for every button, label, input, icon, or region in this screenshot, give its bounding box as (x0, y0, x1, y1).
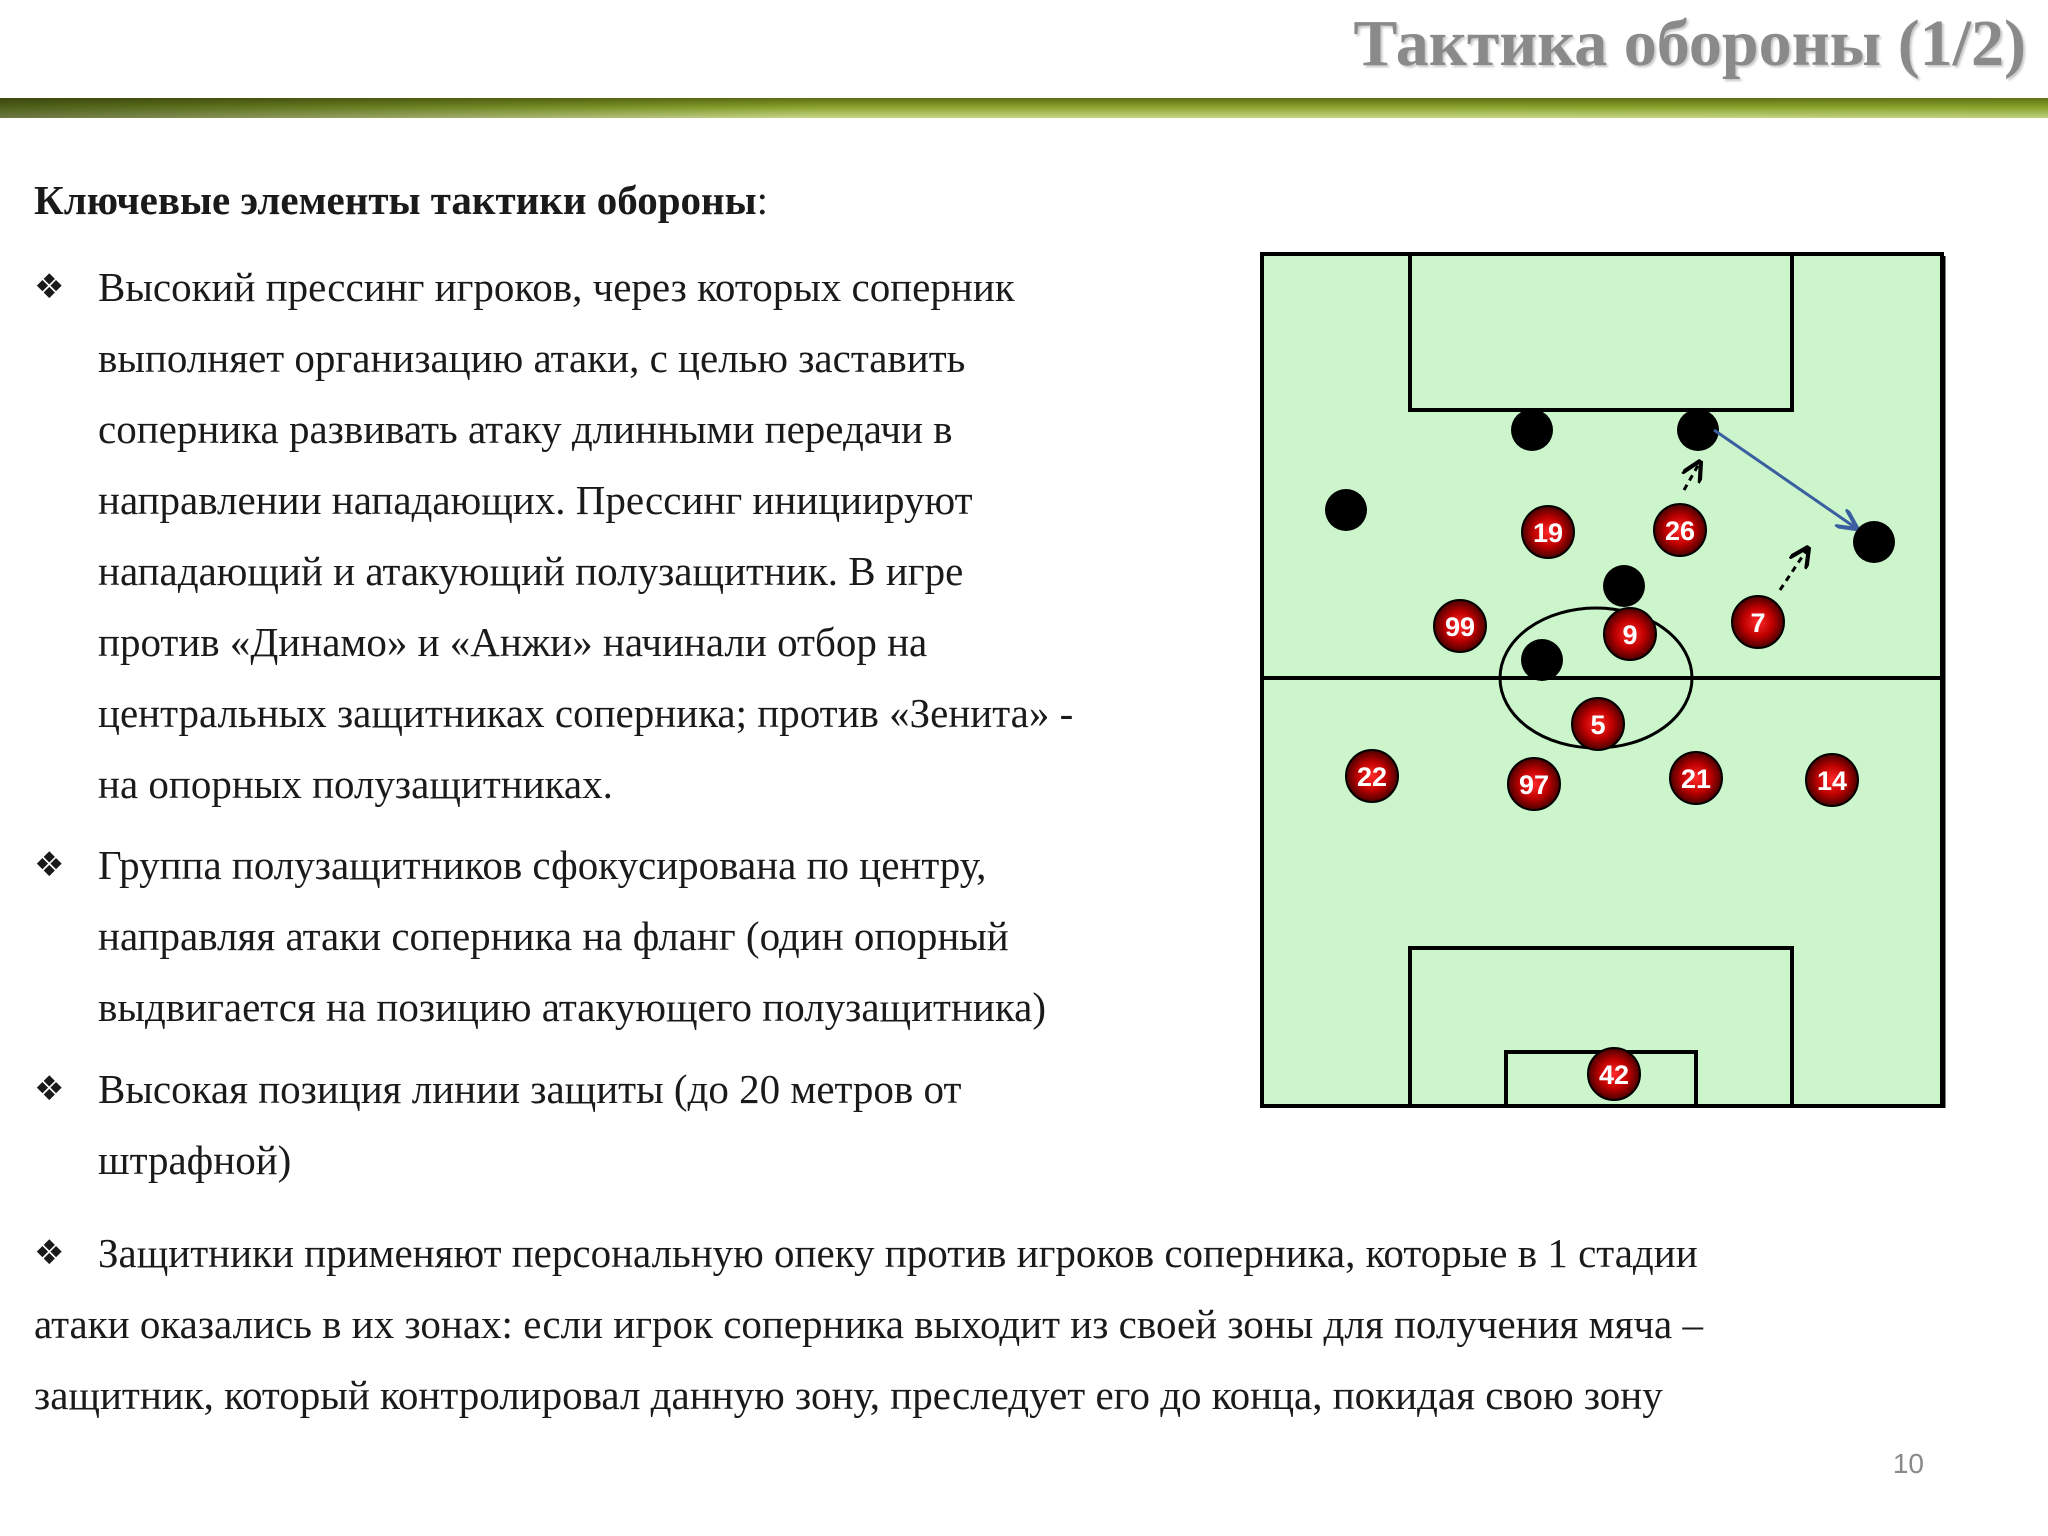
section-heading-bold: Ключевые элементы тактики обороны (34, 177, 757, 223)
bullet-line: атаки оказались в их зонах: если игрок соперника выходит из своей зоны для получения мяча – (34, 1301, 1704, 1347)
player-number: 26 (1664, 516, 1696, 546)
bullet-text (34, 1054, 1204, 1196)
bullet-line: защитник, который контролировал данную зону, преследует его до конца, покидая свою зону (34, 1372, 1663, 1418)
player-number: 5 (1590, 710, 1606, 740)
diamond-bullet-icon: ❖ (34, 267, 65, 307)
bullet-line: Высокий прессинг игроков, через которых соперник (98, 264, 1015, 310)
diamond-bullet-icon: ❖ (34, 1069, 65, 1109)
player-marker (1732, 596, 1784, 648)
player-marker (1434, 600, 1486, 652)
bullet-line: на опорных полузащитниках. (98, 761, 613, 807)
bullet-line: Защитники применяют персональную опеку против игроков соперника, которые в 1 стадии (98, 1230, 1698, 1276)
bullet-man-marking (34, 1218, 1994, 1431)
player-number: 7 (1750, 608, 1766, 638)
player-number: 97 (1518, 770, 1550, 800)
player-number: 14 (1816, 766, 1848, 796)
slide-title: Тактика обороны (1/2) (1353, 7, 2026, 80)
bullet-text (34, 830, 1204, 1043)
diamond-bullet-icon: ❖ (34, 1233, 65, 1273)
bullet-line: против «Динамо» и «Анжи» начинали отбор на (98, 619, 928, 665)
bullet-line: направлении нападающих. Прессинг инициируют (98, 477, 973, 523)
bullet-line: соперника развивать атаку длинными передачи в (98, 406, 953, 452)
bullet-midfield-focus (34, 830, 1204, 1043)
player-marker (1572, 698, 1624, 750)
diamond-bullet-icon: ❖ (34, 845, 65, 885)
section-heading-colon: : (756, 177, 769, 223)
page-number: 10 (1892, 1448, 1924, 1479)
player-number: 22 (1356, 762, 1388, 792)
player-marker (1522, 506, 1574, 558)
player-marker (1588, 1048, 1640, 1100)
bullet-line: Группа полузащитников сфокусирована по центру, (98, 842, 987, 888)
bullet-text (34, 1218, 1994, 1431)
player-marker (1346, 750, 1398, 802)
opponent-marker (1603, 565, 1645, 607)
player-number: 21 (1680, 764, 1712, 794)
player-marker (1604, 608, 1656, 660)
opponent-marker (1325, 489, 1367, 531)
pitch-svg (1258, 250, 1948, 1110)
bullet-line: штрафной) (98, 1137, 292, 1183)
opponent-marker (1521, 639, 1563, 681)
bullet-high-pressing (34, 252, 1204, 820)
bullet-high-defensive-line (34, 1054, 1204, 1196)
player-marker (1654, 504, 1706, 556)
player-marker (1806, 754, 1858, 806)
player-marker (1508, 758, 1560, 810)
title-underline-shade (0, 98, 2048, 118)
opponent-marker (1853, 521, 1895, 563)
bullet-line: направляя атаки соперника на фланг (один опорный (98, 913, 1009, 959)
bullet-line: Высокая позиция линии защиты (до 20 метров от (98, 1066, 962, 1112)
bullet-line: выполняет организацию атаки, с целью заставить (98, 335, 966, 381)
section-heading (34, 176, 768, 224)
player-marker (1670, 752, 1722, 804)
player-number: 19 (1532, 518, 1564, 548)
player-number: 9 (1622, 620, 1638, 650)
opponent-marker (1677, 409, 1719, 451)
bullet-line: нападающий и атакующий полузащитник. В игре (98, 548, 964, 594)
bullet-line: центральных защитниках соперника; против «Зенита» - (98, 690, 1074, 736)
player-number: 42 (1598, 1060, 1630, 1090)
player-number: 99 (1444, 612, 1476, 642)
opponent-marker (1511, 409, 1553, 451)
tactics-diagram (1258, 250, 1948, 1110)
bullet-line: выдвигается на позицию атакующего полузащитника) (98, 984, 1046, 1030)
bullet-text (34, 252, 1204, 820)
